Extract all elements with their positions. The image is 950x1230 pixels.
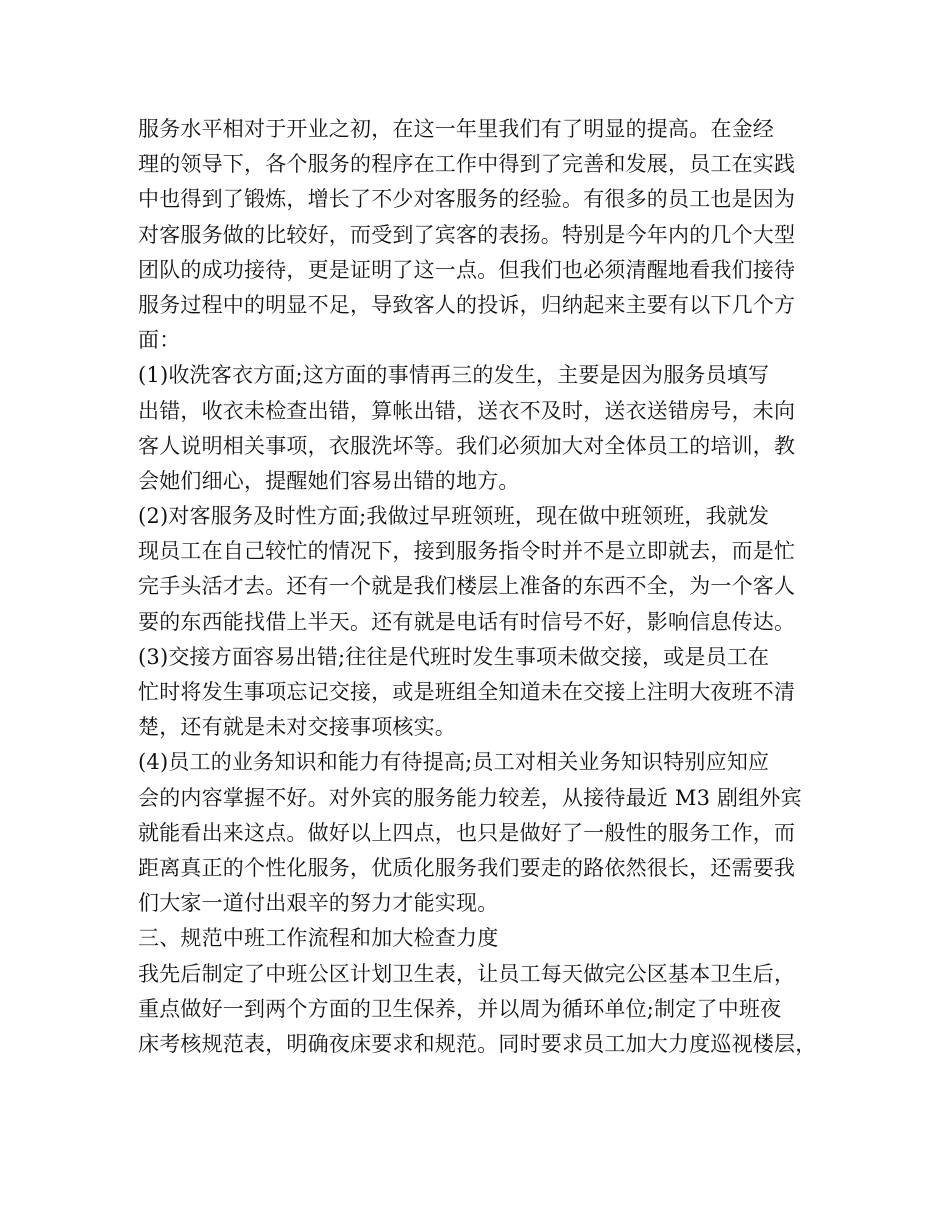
text-line: 我先后制定了中班公区计划卫生表，让员工每天做完公区基本卫生后， (138, 961, 796, 986)
document-body (138, 112, 818, 1062)
text-line: (1)收洗客衣方面;这方面的事情再三的发生，主要是因为服务员填写 (138, 363, 770, 388)
text-line: 会的内容掌握不好。对外宾的服务能力较差，从接待最近 M3 剧组外宾 (138, 785, 802, 810)
text-line: (2)对客服务及时性方面;我做过早班领班，现在做中班领班，我就发 (138, 504, 770, 529)
text-line: 面： (138, 328, 181, 353)
text-line: 重点做好一到两个方面的卫生保养，并以周为循环单位;制定了中班夜 (138, 996, 782, 1021)
text-line: 出错，收衣未检查出错，算帐出错，送衣不及时，送衣送错房号，未向 (138, 398, 796, 423)
text-line: 服务过程中的明显不足，导致客人的投诉，归纳起来主要有以下几个方 (138, 292, 796, 317)
text-line: 中也得到了锻炼，增长了不少对客服务的经验。有很多的员工也是因为 (138, 187, 796, 212)
text-line: 服务水平相对于开业之初，在这一年里我们有了明显的提高。在金经 (138, 117, 774, 141)
text-line: (3)交接方面容易出错;往往是代班时发生事项未做交接，或是员工在 (138, 644, 770, 669)
text-line: 团队的成功接待，更是证明了这一点。但我们也必须清醒地看我们接待 (138, 257, 796, 282)
text-line: 就能看出来这点。做好以上四点，也只是做好了一般性的服务工作，而 (138, 820, 796, 845)
text-line: 理的领导下，各个服务的程序在工作中得到了完善和发展，员工在实践 (138, 152, 796, 177)
text-line: 楚，还有就是未对交接事项核实。 (138, 715, 456, 740)
text-line: 们大家一道付出艰辛的努力才能实现。 (138, 891, 499, 916)
text-line: 客人说明相关事项，衣服洗坏等。我们必须加大对全体员工的培训，教 (138, 433, 796, 458)
text-line: 现员工在自己较忙的情况下，接到服务指令时并不是立即就去，而是忙 (138, 539, 796, 564)
text-line: 会她们细心，提醒她们容易出错的地方。 (138, 468, 520, 493)
text-line: (4)员工的业务知识和能力有待提高;员工对相关业务知识特别应知应 (138, 750, 770, 775)
section-heading: 三、规范中班工作流程和加大检查力度 (138, 926, 499, 951)
text-line: 床考核规范表，明确夜床要求和规范。同时要求员工加大力度巡视楼层， (138, 1031, 817, 1056)
text-line: 要的东西能找借上半天。还有就是电话有时信号不好，影响信息传达。 (138, 609, 796, 634)
text-line: 忙时将发生事项忘记交接，或是班组全知道未在交接上注明大夜班不清 (138, 680, 796, 704)
text-line: 完手头活才去。还有一个就是我们楼层上准备的东西不全，为一个客人 (138, 574, 796, 599)
text-line: 距离真正的个性化服务，优质化服务我们要走的路依然很长，还需要我 (138, 855, 796, 880)
text-line: 对客服务做的比较好，而受到了宾客的表扬。特别是今年内的几个大型 (138, 222, 796, 247)
